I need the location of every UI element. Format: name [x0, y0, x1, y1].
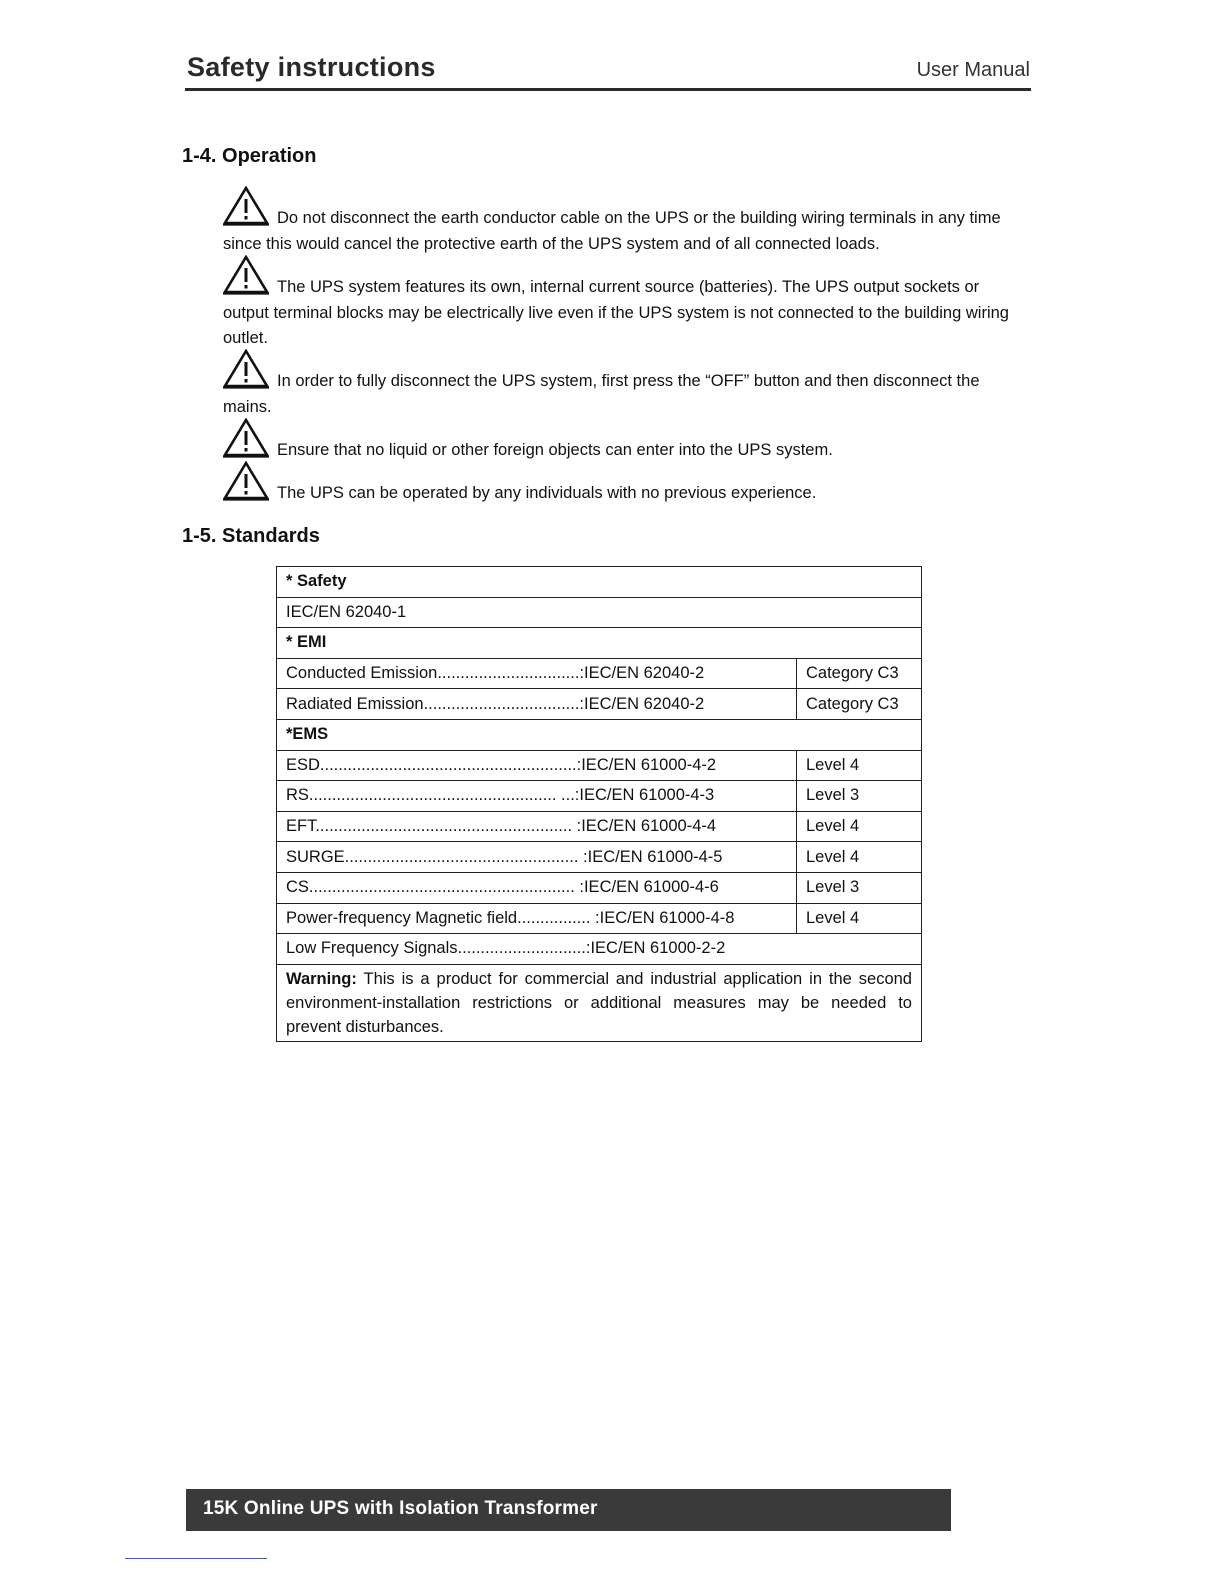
standard-level-cell: Level 3: [797, 872, 922, 903]
warning-text: The UPS system features its own, internal current source (batteries). The UPS output sockets or output terminal blocks may be electrically live even if the UPS system is not connected to the building wiring outlet.: [223, 278, 1009, 347]
standard-label-cell: RS...................................................... ...:IEC/EN 61000-4-3: [277, 781, 797, 812]
standard-label-cell: SURGE................................................... :IEC/EN 61000-4-5: [277, 842, 797, 873]
standard-label-cell: Conducted Emission...............................:IEC/EN 62040-2: [277, 658, 797, 689]
table-row: [277, 811, 922, 842]
table-row: [277, 750, 922, 781]
standard-label-cell: CS.......................................................... :IEC/EN 61000-4-6: [277, 872, 797, 903]
standard-level-cell: Level 4: [797, 903, 922, 934]
manual-label: User Manual: [916, 59, 1030, 81]
warning-item: [223, 186, 1021, 257]
table-row: [277, 934, 922, 965]
standards-heading: 1-5. Standards: [182, 525, 320, 547]
emi-heading-cell: * EMI: [277, 628, 922, 659]
warning-note-text: This is a product for commercial and industrial application in the second environment-installation restrictions or additional measures may be needed to prevent disturbances.: [286, 969, 912, 1036]
warning-text: Ensure that no liquid or other foreign objects can enter into the UPS system.: [277, 441, 833, 459]
table-row: [277, 597, 922, 628]
standard-level-cell: Level 4: [797, 750, 922, 781]
table-row: [277, 903, 922, 934]
warning-triangle-icon: [223, 418, 269, 458]
warning-triangle-icon: [223, 461, 269, 501]
page-header-title: Safety instructions: [187, 52, 436, 82]
standard-level-cell: Level 4: [797, 842, 922, 873]
standard-level-cell: Level 4: [797, 811, 922, 842]
table-row: [277, 964, 922, 1041]
safety-standard-cell: IEC/EN 62040-1: [277, 597, 922, 628]
warning-item: [223, 418, 1021, 464]
warning-text: The UPS can be operated by any individuals with no previous experience.: [277, 484, 817, 502]
warning-note-label: Warning:: [286, 969, 357, 988]
warning-triangle-icon: [223, 349, 269, 389]
warning-note-cell: [277, 964, 922, 1041]
table-row: [277, 628, 922, 659]
table-row: [277, 872, 922, 903]
page-edge-line: [125, 1558, 267, 1559]
warning-item: [223, 255, 1021, 352]
standard-level-cell: Category C3: [797, 658, 922, 689]
warning-text: In order to fully disconnect the UPS system, first press the “OFF” button and then disconnect the mains.: [223, 372, 980, 416]
warning-item: [223, 461, 1021, 507]
warning-triangle-icon: [223, 186, 269, 226]
low-frequency-cell: Low Frequency Signals............................:IEC/EN 61000-2-2: [277, 934, 922, 965]
standard-label-cell: EFT........................................................ :IEC/EN 61000-4-4: [277, 811, 797, 842]
header-divider: [185, 88, 1031, 91]
standard-label-cell: ESD........................................................:IEC/EN 61000-4-2: [277, 750, 797, 781]
ems-heading-cell: *EMS: [277, 719, 922, 750]
standard-level-cell: Category C3: [797, 689, 922, 720]
operation-heading: 1-4. Operation: [182, 145, 317, 167]
warning-text: Do not disconnect the earth conductor cable on the UPS or the building wiring terminals in any time since this would cancel the protective earth of the UPS system and of all connected loads.: [223, 209, 1001, 253]
standards-table: [276, 566, 922, 1042]
footer-bar: [186, 1489, 951, 1531]
standard-label-cell: Radiated Emission..................................:IEC/EN 62040-2: [277, 689, 797, 720]
safety-heading-cell: * Safety: [277, 567, 922, 598]
warning-item: [223, 349, 1021, 420]
standard-level-cell: Level 3: [797, 781, 922, 812]
table-row: [277, 719, 922, 750]
table-row: [277, 567, 922, 598]
table-row: [277, 842, 922, 873]
standard-label-cell: Power-frequency Magnetic field................ :IEC/EN 61000-4-8: [277, 903, 797, 934]
table-row: [277, 781, 922, 812]
table-row: [277, 658, 922, 689]
footer-product-title: 15K Online UPS with Isolation Transformer: [203, 1498, 598, 1519]
warning-triangle-icon: [223, 255, 269, 295]
table-row: [277, 689, 922, 720]
